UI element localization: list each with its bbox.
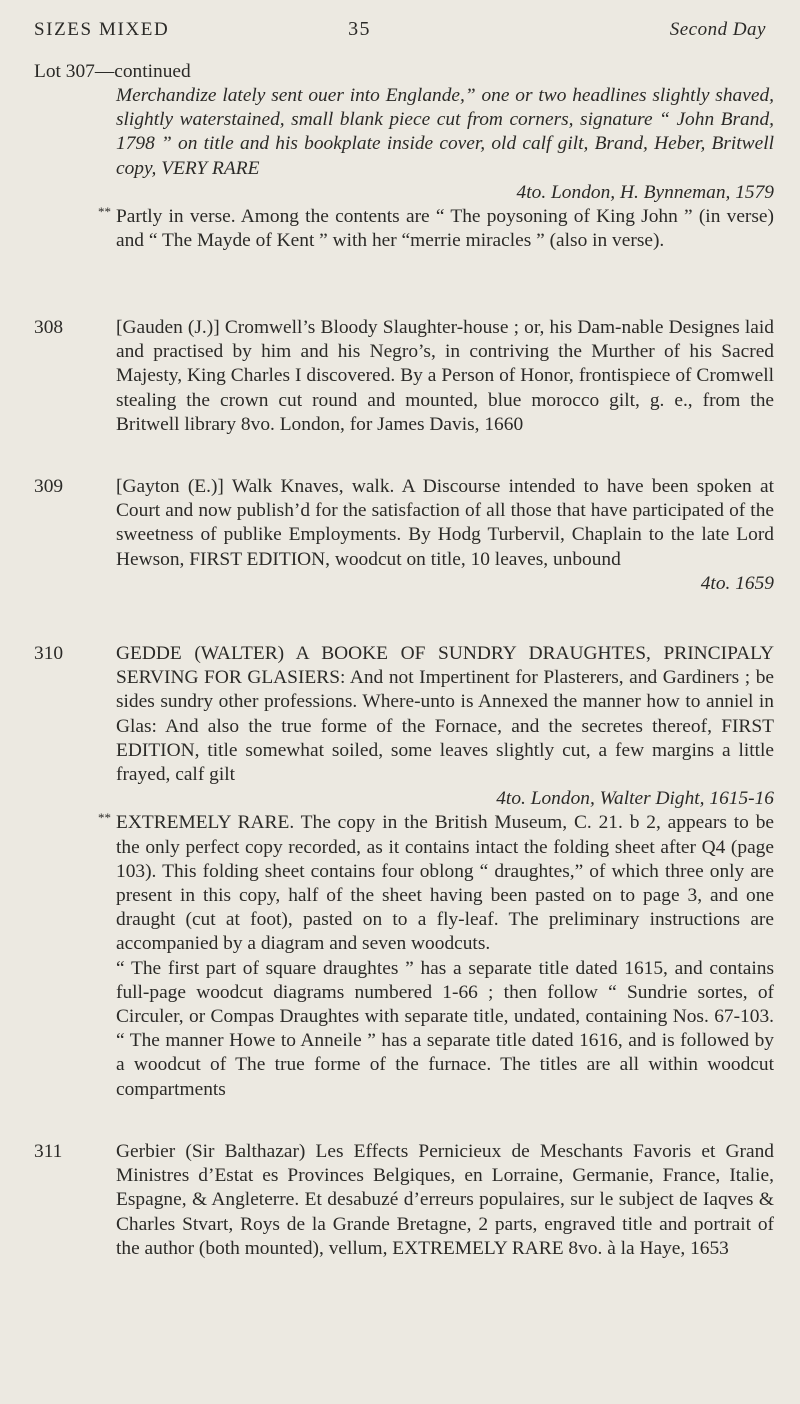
lot-entry-311 xyxy=(34,1140,774,1261)
lot-note-text: Partly in verse. Among the contents are “ The poysoning of King John ” (in verse) and “ The Mayde of Kent ” with her “merrie miracles ” (also in verse). xyxy=(116,206,774,252)
lot-imprint: 4to. 1659 xyxy=(700,572,774,594)
lot-text: Merchandize lately sent ouer into Englande,” one or two headlines slightly shaved, slightly waterstained, small blank piece cut from corners, signature “ John Brand, 1798 ” on title and his bookplate inside cover, old calf gilt, Brand, Heber, Britwell copy, VERY RARE xyxy=(116,85,774,179)
lot-entry-307 xyxy=(34,60,774,253)
lot-number-text: Lot 307—continued xyxy=(34,61,191,82)
asterisk-icon: ** xyxy=(98,204,111,220)
lot-text: Gerbier (Sir Balthazar) Les Effects Pernicieux de Meschants Favoris et Grand Ministres d’Estat es Provinces Belgiques, en Lorraine, Germanie, France, Italie, Espagne, & Angleterre. Et desabuzé d’erreurs populaires, sur le subject de Iaqves & Charles Stvart, Roys de la Grande Bretagne, 2 parts, engraved title and portrait of the author (both mounted), vellum, EXTREMELY RARE 8vo. à la Haye, 1653 xyxy=(116,1141,774,1259)
lot-text: [Gauden (J.)] Cromwell’s Bloody Slaughter-house ; or, his Dam-nable Designes laid and practised by him and his Negro’s, in contriving the Murther of his Sacred Majesty, King Charles I discovered. By a Person of Honor, frontispiece of Cromwell stealing the crown cut round and mounted, blue morocco gilt, g. e., from the Britwell library 8vo. London, for James Davis, 1660 xyxy=(116,317,774,435)
running-head-right: Second Day xyxy=(669,19,766,40)
lot-description xyxy=(116,475,774,596)
lot-description xyxy=(116,1140,774,1261)
lot-imprint: 4to. London, H. Bynneman, 1579 xyxy=(516,181,774,203)
lot-entry-309 xyxy=(34,475,774,596)
page-number: 35 xyxy=(348,18,371,40)
running-head-left: SIZES MIXED xyxy=(34,19,170,40)
lot-text: GEDDE (WALTER) A BOOKE OF SUNDRY DRAUGHTES, PRINCIPALY SERVING FOR GLASIERS: And not Impertinent for Plasterers, and Gardiners ; be sides sundry other professions. Where-unto is Annexed the manner how to anniel in Glas: And also the true forme of the Fornace, and the secretes thereof, FIRST EDITION, title somewhat soiled, some leaves slightly cut, a few margins a little frayed, calf gilt xyxy=(116,643,774,786)
lot-number xyxy=(34,60,334,84)
lot-number: 308 xyxy=(34,317,64,338)
lot-entry-310 xyxy=(34,642,774,1102)
lot-note xyxy=(98,810,774,956)
lot-entry-308 xyxy=(34,316,774,437)
lot-number: 309 xyxy=(34,476,64,497)
lot-description xyxy=(116,316,774,437)
lot-note-text: EXTREMELY RARE. The copy in the British Museum, C. 21. b 2, appears to be the only perfect copy recorded, as it contains intact the folding sheet after Q4 (page 103). This folding sheet contains four oblong “ draughtes,” of which three only are present in this copy, half of the sheet having been pasted on to page 3, and one draught (cut at foot), pasted on to a fly-leaf. The preliminary instructions are accompanied by a diagram and seven woodcuts. xyxy=(116,812,774,955)
asterisk-icon: ** xyxy=(98,810,111,826)
running-head xyxy=(34,18,766,41)
lot-imprint: 4to. London, Walter Dight, 1615-16 xyxy=(496,788,774,810)
lot-note-continued: “ The first part of square draughtes ” has a separate title dated 1615, and contains full-page woodcut diagrams numbered 1-66 ; then follow “ Sundrie sortes, of Circuler, or Compas Draughtes with separate title, undated, containing Nos. 67-103. “ The manner Howe to Anneile ” has a separate title dated 1616, and is followed by a woodcut of The true forme of the furnace. The titles are all within woodcut compartments xyxy=(116,957,774,1100)
lot-description xyxy=(98,642,774,1102)
lot-number: 310 xyxy=(34,643,64,664)
lot-note xyxy=(98,204,774,253)
lot-text: [Gayton (E.)] Walk Knaves, walk. A Discourse intended to have been spoken at Court and now publish’d for the satisfaction of all those that have participated of the sweetness of publike Employments. By Hodg Turbervil, Chaplain to the late Lord Hewson, FIRST EDITION, woodcut on title, 10 leaves, unbound xyxy=(116,476,774,570)
lot-number: 311 xyxy=(34,1141,63,1162)
